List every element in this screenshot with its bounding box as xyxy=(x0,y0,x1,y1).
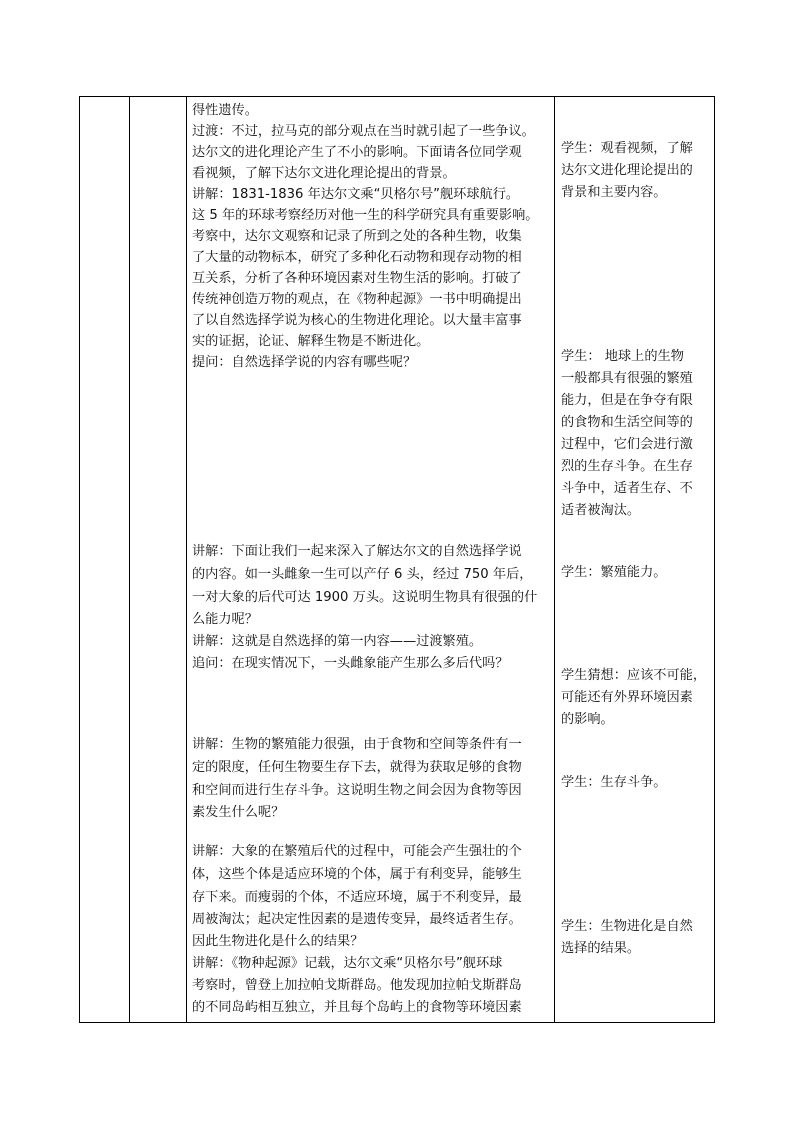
text-line: 达尔文的进化理论产生了不小的影响。下面请各位同学观 xyxy=(192,145,522,160)
text-line: 了大量的动物标本，研究了多种化石动物和现存动物的相 xyxy=(192,250,522,265)
text-line: 讲解：这就是自然选择的第一内容——过渡繁殖。 xyxy=(192,634,483,649)
text-line: 周被淘汰；起决定性因素的是遗传变异，最终适者生存。 xyxy=(192,912,522,927)
text-line: 学生： 地球上的生物 xyxy=(561,349,684,364)
text-line: 互关系，分析了各种环境因素对生物生活的影响。打破了 xyxy=(192,271,522,286)
text-line: 一对大象的后代可达 1900 万头。这说明生物具有很强的什 xyxy=(192,590,538,605)
text-line: 么能力呢？ xyxy=(192,612,258,627)
text-line: 的食物和生活空间等的 xyxy=(561,415,693,430)
text-line: 可能还有外界环境因素 xyxy=(561,690,693,705)
text-line: 背景和主要内容。 xyxy=(561,185,667,200)
text-line: 传统神创造万物的观点，在《物种起源》一书中明确提出 xyxy=(192,292,522,307)
table-column-divider xyxy=(554,96,555,1023)
text-line: 选择的结果。 xyxy=(561,941,641,956)
text-line: 实的证据，论证、解释生物是不断进化。 xyxy=(192,334,430,349)
text-line: 得性遗传。 xyxy=(192,103,258,118)
text-line: 了以自然选择学说为核心的生物进化理论。以大量丰富事 xyxy=(192,313,522,328)
text-line: 一般都具有很强的繁殖 xyxy=(561,371,693,386)
text-line: 定的限度，任何生物要生存下去，就得为获取足够的食物 xyxy=(192,760,522,775)
text-line: 烈的生存斗争。在生存 xyxy=(561,459,693,474)
text-line: 过程中，它们会进行激 xyxy=(561,437,693,452)
text-line: 学生猜想：应该不可能， xyxy=(561,668,707,683)
text-line: 存下来。而瘦弱的个体，不适应环境，属于不利变异，最 xyxy=(192,890,522,905)
text-line: 讲解：1831-1836 年达尔文乘“贝格尔号”舰环球航行。 xyxy=(192,187,520,202)
text-line: 学生：观看视频，了解 xyxy=(561,141,693,156)
text-line: 适者被淘汰。 xyxy=(561,503,641,518)
table-column-divider xyxy=(186,96,187,1023)
text-line: 体，这些个体是适应环境的个体，属于有利变异，能够生 xyxy=(192,867,522,882)
text-line: 的影响。 xyxy=(561,712,614,727)
table-column-divider xyxy=(129,96,130,1023)
text-line: 学生：生存斗争。 xyxy=(561,775,667,790)
text-line: 和空间而进行生存斗争。这说明生物之间会因为食物等因 xyxy=(192,783,522,798)
text-line: 素发生什么呢？ xyxy=(192,805,285,820)
text-line: 讲解：下面让我们一起来深入了解达尔文的自然选择学说 xyxy=(192,544,522,559)
text-line: 考察中，达尔文观察和记录了所到之处的各种生物，收集 xyxy=(192,229,522,244)
text-line: 讲解：生物的繁殖能力很强，由于食物和空间等条件有一 xyxy=(192,737,522,752)
text-line: 这 5 年的环球考察经历对他一生的科学研究具有重要影响。 xyxy=(192,208,539,223)
text-line: 学生：生物进化是自然 xyxy=(561,919,693,934)
text-line: 讲解：《物种起源》记载，达尔文乘“贝格尔号”舰环球 xyxy=(192,956,503,971)
text-line: 达尔文进化理论提出的 xyxy=(561,163,693,178)
text-line: 学生：繁殖能力。 xyxy=(561,565,667,580)
text-line: 的不同岛屿相互独立，并且每个岛屿上的食物等环境因素 xyxy=(192,1000,522,1015)
text-line: 因此生物进化是什么的结果？ xyxy=(192,934,364,949)
text-line: 提问：自然选择学说的内容有哪些呢？ xyxy=(192,355,417,370)
text-line: 斗争中，适者生存、不 xyxy=(561,481,693,496)
text-line: 讲解：大象的在繁殖后代的过程中，可能会产生强壮的个 xyxy=(192,844,522,859)
text-line: 过渡：不过，拉马克的部分观点在当时就引起了一些争议。 xyxy=(192,124,535,139)
text-line: 能力，但是在争夺有限 xyxy=(561,393,693,408)
text-line: 追问：在现实情况下，一头雌象能产生那么多后代吗？ xyxy=(192,656,509,671)
text-line: 看视频，了解下达尔文进化理论提出的背景。 xyxy=(192,166,456,181)
text-line: 考察时，曾登上加拉帕戈斯群岛。他发现加拉帕戈斯群岛 xyxy=(192,978,522,993)
text-line: 的内容。如一头雌象一生可以产仔 6 头，经过 750 年后， xyxy=(192,567,533,582)
